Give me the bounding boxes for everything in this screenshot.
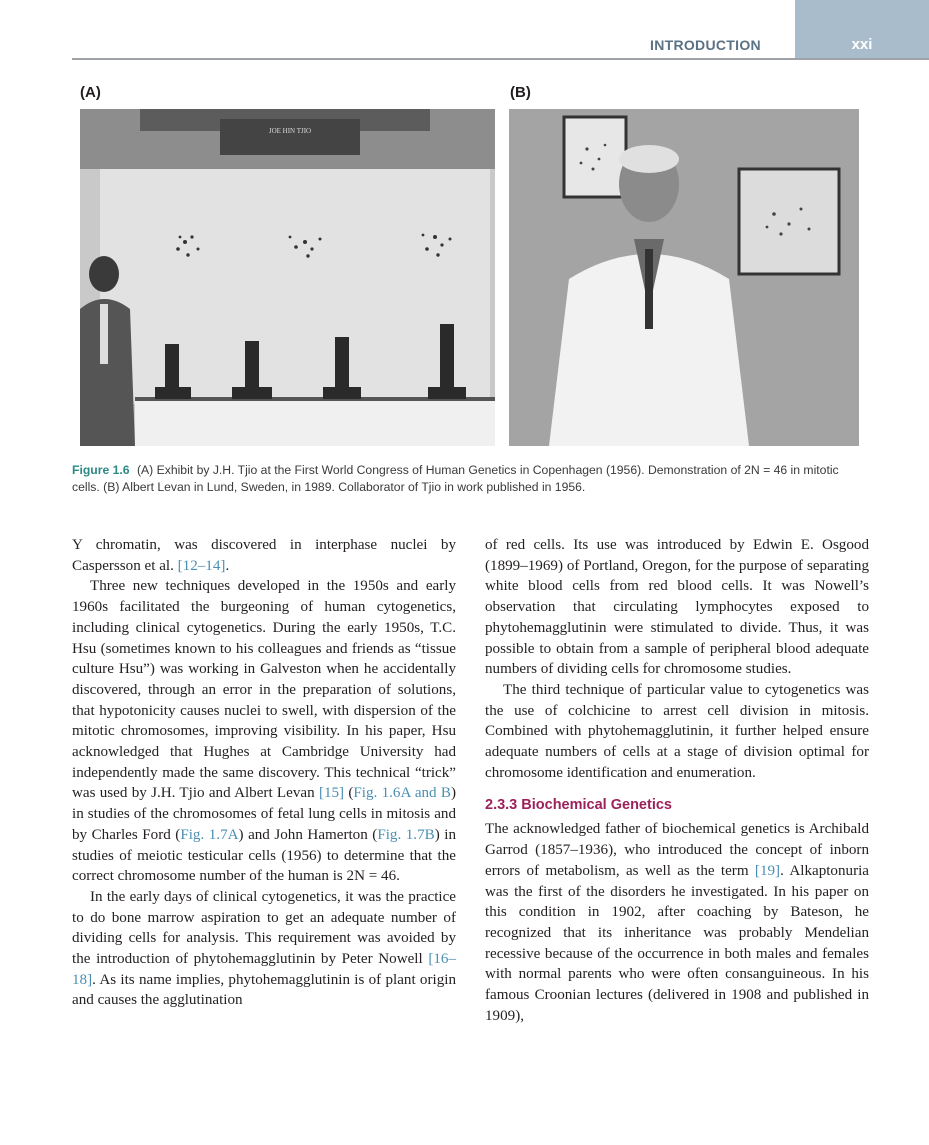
figure-caption: [72, 462, 864, 496]
photo-tjio-exhibit: [80, 109, 495, 446]
text-run: The acknowledged father of biochemical genetics is Archibald Garrod (1857–1936), who introduced the concept of inborn errors of metabolism, as well as the term: [485, 821, 869, 879]
text-run: Y chromatin, was discovered in interphase nuclei by Caspersson et al.: [72, 537, 456, 574]
section-heading: 2.3.3 Biochemical Genetics: [485, 797, 672, 814]
citation-link[interactable]: [19]: [754, 862, 781, 879]
figure-caption-text: (A) Exhibit by J.H. Tjio at the First World Congress of Human Genetics in Copenhagen (1956). Demonstration of 2N = 46 in mitotic cells. (B) Albert Levan in Lund, Sweden, in 1989. Collaborator of Tjio in work published in 1956.: [72, 463, 839, 494]
paragraph: [485, 819, 869, 1026]
paragraph: [72, 535, 456, 576]
page-number: xxi: [851, 36, 873, 53]
text-run: In the early days of clinical cytogenetics, it was the practice to do bone marrow aspiration to get an adequate number of dividing cells for analysis. This requirement was avoided by the introduction of phytohemagglutinin by Peter Nowell: [72, 888, 456, 968]
text-run: ) in studies of meiotic testicular cells (1956) to determine that the correct chromosome number of the human is 2N = 46.: [72, 826, 456, 885]
paragraph: The third technique of particular value to cytogenetics was the use of colchicine to arrest cell division in mitosis. Combined with phytohemagglutinin, it further helped ensure adequate numbers of cells at a stage of division optimal for chromosome identification and enumeration.: [485, 681, 869, 781]
header-rule: [72, 58, 929, 60]
citation-link[interactable]: [16–18]: [72, 951, 456, 988]
text-run: ) in studies of the chromosomes of fetal lung cells in mitosis and by Charles Ford (: [72, 785, 456, 843]
text-run: .: [225, 557, 230, 574]
text-run: ) and John Hamerton (: [238, 826, 378, 843]
running-header-title: INTRODUCTION: [650, 37, 761, 53]
text-run: Three new techniques developed in the 1950s and early 1960s facilitated the burgeoning of human cytogenetics, including clinical cytogenetics. During the early 1950s, T.C. Hsu (sometimes known to his colleagues and friends as “tissue culture Hsu”) was working in Galveston when he accidentally discovered, through an error in the preparation of solutions, that hypotonicity causes nuclei to swell, with dispersion of the mitotic chromosomes, improving visibility. In his paper, Hsu acknowledged that Hughes at Cambridge University had independently made the same discovery. This technical “trick” was used by J.H. Tjio and Albert Levan: [72, 578, 456, 802]
text-run: . As its name implies, phytohemagglutinin is of plant origin and causes the agglutination: [72, 971, 456, 1009]
left-column: [72, 535, 456, 1011]
citation-link[interactable]: [12–14]: [177, 557, 226, 574]
panel-a-label: (A): [80, 84, 101, 101]
figure-link[interactable]: Fig. 1.6A and B: [353, 785, 451, 802]
right-column: [485, 535, 869, 1026]
text-run: . Alkaptonuria was the first of the disorders he investigated. In his paper on this condition in 1902, after coaching by Bateson, he recognized that its inheritance was probably Mendelian recessive because of the occurrence in both males and females with normal parents who were often consanguineous. In his famous Croonian lectures (delivered in 1908 and published in 1909),: [485, 862, 869, 1024]
page-number-tab: [795, 0, 929, 58]
panel-b-label: (B): [510, 84, 531, 101]
citation-link[interactable]: [15]: [318, 785, 345, 802]
paragraph: [72, 576, 456, 887]
photo-levan: [509, 109, 859, 446]
exhibit-sign-text: JOE HIN TJIO: [268, 127, 312, 135]
figure-link[interactable]: Fig. 1.7B: [377, 826, 435, 843]
figure-caption-label: Figure 1.6: [72, 463, 130, 477]
text-run: (: [344, 785, 354, 802]
figure-link[interactable]: Fig. 1.7A: [180, 826, 239, 843]
paragraph: of red cells. Its use was introduced by Edwin E. Osgood (1899–1969) of Portland, Oregon, for the purpose of separating white blood cells from red blood cells. It was Nowell’s observation that circulating lymphocytes exposed to phytohemagglutinin were stimulated to divide. Thus, it was possible to obtain from a sample of peripheral blood adequate numbers of dividing cells for chromosome studies.: [485, 537, 869, 678]
paragraph: [72, 887, 456, 1011]
